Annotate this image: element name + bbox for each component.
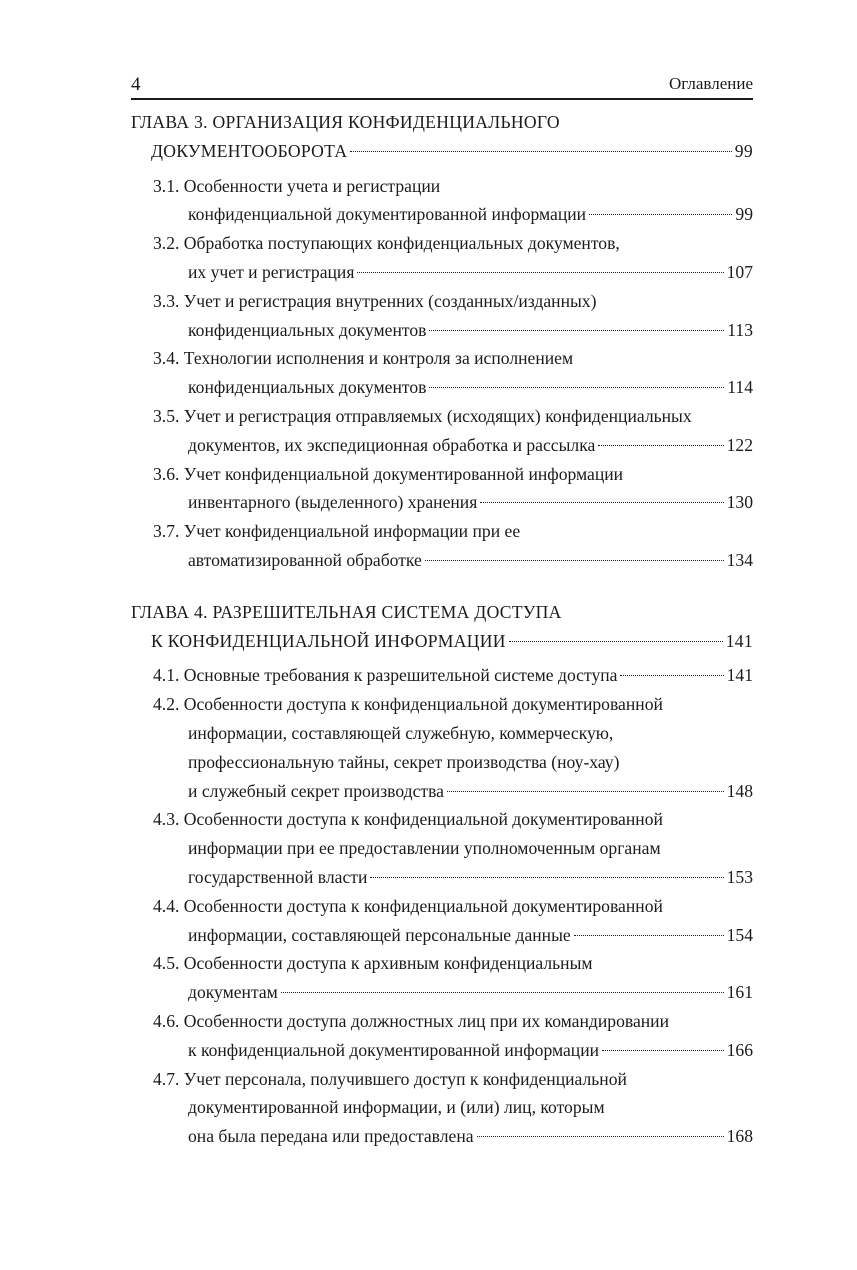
section-entry[interactable] — [131, 287, 753, 345]
section-title: документированной информации, и (или) лиц, которым — [188, 1097, 605, 1118]
toc-line — [131, 316, 753, 345]
toc-line — [131, 546, 753, 575]
section-title: инвентарного (выделенного) хранения — [188, 492, 478, 513]
page-ref[interactable]: 161 — [726, 982, 753, 1003]
toc-line — [131, 517, 753, 546]
table-of-contents — [131, 108, 753, 1151]
dot-leader — [602, 1050, 724, 1051]
section-title: конфиденциальной документированной информации — [188, 204, 587, 225]
page-ref[interactable]: 134 — [726, 549, 753, 570]
section-title: 3.4. Технологии исполнения и контроля за исполнением — [153, 348, 574, 369]
toc-line — [131, 598, 753, 627]
toc-line — [131, 805, 753, 834]
section-title: документам — [188, 982, 278, 1003]
dot-leader — [370, 877, 723, 878]
page-ref[interactable]: 148 — [726, 780, 753, 801]
page-header — [131, 70, 753, 100]
dot-leader — [357, 272, 723, 273]
dot-leader — [447, 791, 724, 792]
dot-leader — [598, 445, 723, 446]
toc-line — [131, 200, 753, 229]
section-title: 4.2. Особенности доступа к конфиденциальной документированной — [153, 694, 663, 715]
toc-line — [131, 108, 753, 137]
toc-line — [131, 460, 753, 489]
toc-line — [131, 921, 753, 950]
page-ref[interactable]: 99 — [734, 140, 753, 161]
chapter-title: ГЛАВА 3. ОРГАНИЗАЦИЯ КОНФИДЕНЦИАЛЬНОГО — [131, 112, 560, 132]
page-ref[interactable]: 113 — [727, 319, 753, 340]
section-entry[interactable] — [131, 892, 753, 950]
section-title: конфиденциальных документов — [188, 377, 427, 398]
dot-leader — [477, 1136, 724, 1137]
toc-line — [131, 777, 753, 806]
section-title: и служебный секрет производства — [188, 780, 444, 801]
toc-line — [131, 949, 753, 978]
page-ref[interactable]: 141 — [725, 630, 753, 651]
section-entry[interactable] — [131, 949, 753, 1007]
section-entry[interactable] — [131, 172, 753, 230]
page-ref[interactable]: 122 — [726, 434, 753, 455]
section-title: информации при ее предоставлении уполномоченным органам — [188, 838, 661, 859]
section-entry[interactable] — [131, 1007, 753, 1065]
section-title: 3.3. Учет и регистрация внутренних (созданных/изданных) — [153, 290, 597, 311]
dot-leader — [589, 214, 732, 215]
section-title: 4.7. Учет персонала, получившего доступ к конфиденциальной — [153, 1068, 627, 1089]
section-title: 3.1. Особенности учета и регистрации — [153, 175, 441, 196]
page-number: 4 — [131, 74, 141, 95]
section-entry[interactable] — [131, 661, 753, 690]
chapter-title: ГЛАВА 4. РАЗРЕШИТЕЛЬНАЯ СИСТЕМА ДОСТУПА — [131, 601, 562, 622]
dot-leader — [509, 641, 723, 642]
section-entry[interactable] — [131, 517, 753, 575]
toc-line — [131, 719, 753, 748]
section-title: 4.4. Особенности доступа к конфиденциальной документированной — [153, 895, 663, 916]
page-ref[interactable]: 154 — [726, 924, 753, 945]
section-title: документов, их экспедиционная обработка и рассылка — [188, 434, 596, 455]
section-title: 3.6. Учет конфиденциальной документированной информации — [153, 463, 624, 484]
section-title: к конфиденциальной документированной информации — [188, 1039, 600, 1060]
page-ref[interactable]: 153 — [726, 866, 753, 887]
toc-line — [131, 1122, 753, 1151]
toc-line — [131, 661, 753, 690]
running-head: Оглавление — [669, 74, 753, 93]
toc-line — [131, 690, 753, 719]
dot-leader — [281, 992, 724, 993]
toc-line — [131, 258, 753, 287]
section-entry[interactable] — [131, 229, 753, 287]
section-entry[interactable] — [131, 805, 753, 891]
toc-line — [131, 402, 753, 431]
section-title: информации, составляющей персональные данные — [188, 924, 571, 945]
section-title: 4.3. Особенности доступа к конфиденциальной документированной — [153, 809, 663, 830]
page-ref[interactable]: 130 — [726, 492, 753, 513]
page-ref[interactable]: 141 — [726, 665, 753, 686]
section-entry[interactable] — [131, 344, 753, 402]
page-ref[interactable]: 107 — [726, 261, 753, 282]
toc-line — [131, 229, 753, 258]
dot-leader — [425, 560, 724, 561]
toc-line — [131, 627, 753, 656]
toc-line — [131, 1007, 753, 1036]
section-title: 3.7. Учет конфиденциальной информации при ее — [153, 521, 521, 542]
dot-leader — [480, 502, 723, 503]
chapter-gap — [131, 575, 753, 598]
section-entry[interactable] — [131, 460, 753, 518]
page-ref[interactable]: 168 — [726, 1126, 753, 1147]
section-entry[interactable] — [131, 690, 753, 805]
toc-line — [131, 978, 753, 1007]
dot-leader — [429, 330, 724, 331]
section-title: государственной власти — [188, 866, 368, 887]
toc-line — [131, 748, 753, 777]
toc-line — [131, 892, 753, 921]
section-entry[interactable] — [131, 402, 753, 460]
section-title: конфиденциальных документов — [188, 319, 427, 340]
toc-line — [131, 344, 753, 373]
section-title: 3.2. Обработка поступающих конфиденциальных документов, — [153, 233, 620, 254]
toc-line — [131, 431, 753, 460]
dot-leader — [574, 935, 724, 936]
chapter-entry[interactable] — [131, 108, 753, 166]
toc-line — [131, 488, 753, 517]
chapter-title: ДОКУМЕНТООБОРОТА — [151, 140, 348, 161]
toc-line — [131, 1036, 753, 1065]
section-title: их учет и регистрация — [188, 261, 355, 282]
toc-line — [131, 137, 753, 166]
section-title: она была передана или предоставлена — [188, 1126, 474, 1147]
section-title: 4.1. Основные требования к разрешительной системе доступа — [153, 665, 618, 686]
page-ref[interactable]: 99 — [735, 204, 753, 225]
dot-leader — [429, 387, 724, 388]
section-title: информации, составляющей служебную, коммерческую, — [188, 722, 614, 743]
section-title: автоматизированной обработке — [188, 549, 422, 570]
chapter-entry[interactable] — [131, 598, 753, 656]
toc-line — [131, 863, 753, 892]
toc-line — [131, 287, 753, 316]
dot-leader — [620, 675, 723, 676]
section-entry[interactable] — [131, 1065, 753, 1151]
chapter-title: К КОНФИДЕНЦИАЛЬНОЙ ИНФОРМАЦИИ — [151, 630, 506, 651]
toc-line — [131, 1093, 753, 1122]
toc-line — [131, 373, 753, 402]
toc-line — [131, 1065, 753, 1094]
section-title: 4.6. Особенности доступа должностных лиц при их командировании — [153, 1010, 669, 1031]
page-ref[interactable]: 114 — [727, 377, 753, 398]
section-title: профессиональную тайны, секрет производства (ноу-хау) — [188, 751, 620, 772]
dot-leader — [350, 151, 731, 152]
page-ref[interactable]: 166 — [726, 1039, 753, 1060]
toc-line — [131, 172, 753, 201]
section-title: 4.5. Особенности доступа к архивным конфиденциальным — [153, 953, 593, 974]
toc-line — [131, 834, 753, 863]
section-title: 3.5. Учет и регистрация отправляемых (исходящих) конфиденциальных — [153, 405, 692, 426]
